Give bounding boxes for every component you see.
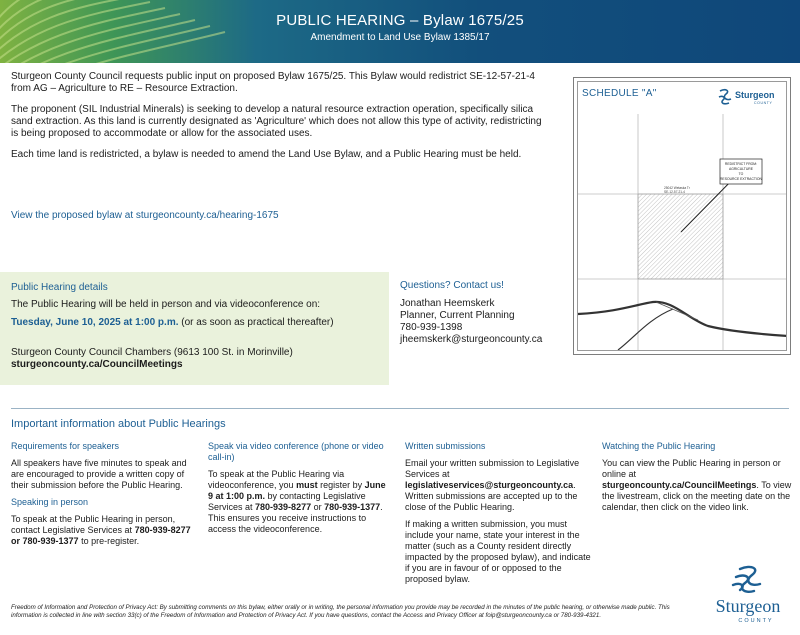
watching-t2: . To view the livestream, click on the meeting date on the calendar, then click on the video link. xyxy=(602,480,792,512)
hearing-heading: Public Hearing details xyxy=(11,282,108,293)
in-person-or: or xyxy=(11,536,23,546)
header-banner xyxy=(0,0,800,63)
video-t3: by contacting Legislative Services at xyxy=(208,491,366,512)
hearing-format: The Public Hearing will be held in person and via videoconference on: xyxy=(11,299,321,310)
bottom-logo-word: Sturgeon xyxy=(715,596,781,616)
intro-section xyxy=(11,71,551,170)
parcel-label-2: SE-12-57-21-4 xyxy=(664,190,685,194)
schedule-logo-word: Sturgeon xyxy=(735,90,775,100)
callout-line-3: TO xyxy=(738,172,744,176)
video-must: must xyxy=(296,480,318,490)
video-phone-1[interactable]: 780-939-8277 xyxy=(255,502,312,512)
speakers-text: All speakers have five minutes to speak and are encouraged to provide a written copy of their submission before the Public Hearing. xyxy=(11,458,187,490)
video-t1: To speak at the Public Hearing via videoconference, you xyxy=(208,469,345,490)
video-t2: register by xyxy=(317,480,365,490)
in-person-phone-1[interactable]: 780-939-8277 xyxy=(134,525,191,535)
contact-role: Planner, Current Planning xyxy=(400,310,515,321)
video-column xyxy=(208,441,388,541)
hearing-date-suffix: (or as soon as practical thereafter) xyxy=(178,317,334,328)
callout-line-2: AGRICULTURE xyxy=(728,167,754,171)
bottom-logo-sub: COUNTY xyxy=(738,618,774,624)
hearing-date: Tuesday, June 10, 2025 at 1:00 p.m. xyxy=(11,317,179,328)
intro-paragraph-2: The proponent (SIL Industrial Minerals) is seeking to develop a natural resource extraction operation, specifically silica sand extraction. As this land is currently designated as 'Agriculture' which does not allow this type of activity, redistricting is being proposed to accommodate or allow for the associated uses. xyxy=(11,104,542,139)
written-email[interactable]: legislativeservices@sturgeoncounty.ca xyxy=(405,480,574,490)
contact-email[interactable]: jheemskerk@sturgeoncounty.ca xyxy=(400,334,543,345)
contact-name: Jonathan Heemskerk xyxy=(400,298,495,309)
important-info-title: Important information about Public Hearings xyxy=(11,418,226,430)
written-t2: . Written submissions are accepted up to the close of the Public Hearing. xyxy=(405,480,578,512)
video-deadline: June 9 at 1:00 p.m. xyxy=(208,480,386,501)
schedule-logo-sub: COUNTY xyxy=(754,101,773,105)
in-person-text-end: to pre-register. xyxy=(78,536,140,546)
parcel-label-1: 25042 Wetaska Tr xyxy=(664,186,690,190)
intro-paragraph-1: Sturgeon County Council requests public input on proposed Bylaw 1675/25. This Bylaw would redistrict SE-12-57-21-4 from AG – Agriculture to RE – Resource Extraction. xyxy=(11,71,535,94)
callout-line-4: RESOURCE EXTRACTION xyxy=(719,177,763,181)
video-t4: . This ensures you receive instructions to access the videoconference. xyxy=(208,502,383,534)
foip-notice: Freedom of Information and Protection of Privacy Act: By submitting comments on this bylaw, either orally or in writing, the personal information you provide may be recorded in the minutes of the public hearing, or otherwise made public. This information is collected in line with section 33(c) of the Freedom of Information and Protection of Privacy Act. If you have questions, contact the Access and Privacy Officer at foip@sturgeoncounty.ca or 780-939-4321. xyxy=(11,604,670,619)
page-title: PUBLIC HEARING – Bylaw 1675/25 xyxy=(276,12,524,29)
schedule-logo xyxy=(718,88,780,111)
in-person-text xyxy=(11,514,201,547)
hearing-date-line xyxy=(11,316,381,329)
in-person-phone-2[interactable]: 780-939-1377 xyxy=(22,536,79,546)
section-divider xyxy=(11,408,789,409)
subject-parcel xyxy=(638,194,723,279)
in-person-text-start: To speak at the Public Hearing in person, contact Legislative Services at xyxy=(11,514,176,535)
watching-t1: You can view the Public Hearing in person or online at xyxy=(602,458,781,479)
speakers-column xyxy=(11,441,201,553)
intro-paragraph-3: Each time land is redistricted, a bylaw is needed to amend the Land Use Bylaw, and a Public Hearing must be held. xyxy=(11,149,522,160)
contact-heading: Questions? Contact us! xyxy=(400,280,504,291)
page-subtitle: Amendment to Land Use Bylaw 1385/17 xyxy=(310,32,490,43)
callout-line-1: REDISTRICT FROM: xyxy=(724,162,758,166)
contact-phone[interactable]: 780-939-1398 xyxy=(400,322,463,333)
parcel-map xyxy=(578,114,787,351)
public-hearing-details-panel xyxy=(0,272,389,385)
sturgeon-logo-icon xyxy=(718,88,780,106)
written-column xyxy=(405,441,595,591)
sturgeon-county-logo xyxy=(704,563,794,632)
schedule-a-map xyxy=(573,77,791,355)
written-requirements: If making a written submission, you must include your name, state your interest in the matter (such as a County resident directly impacted by the proposed bylaw), and indicate if you are in favour of or opposed to the proposed bylaw. xyxy=(405,519,591,584)
schedule-frame xyxy=(577,81,787,351)
watching-heading: Watching the Public Hearing xyxy=(602,441,716,451)
hearing-location: Sturgeon County Council Chambers (9613 100 St. in Morinville) xyxy=(11,347,293,358)
watching-text xyxy=(602,458,792,513)
video-phone-2[interactable]: 780-939-1377 xyxy=(324,502,381,512)
in-person-heading: Speaking in person xyxy=(11,497,89,507)
written-t1: Email your written submission to Legislative Services at xyxy=(405,458,580,479)
council-meetings-link[interactable]: sturgeoncounty.ca/CouncilMeetings xyxy=(11,359,183,370)
watching-column xyxy=(602,441,792,519)
sturgeon-s-logo-icon xyxy=(704,563,794,627)
written-heading: Written submissions xyxy=(405,441,486,451)
speakers-heading: Requirements for speakers xyxy=(11,441,120,451)
watching-url[interactable]: sturgeoncounty.ca/CouncilMeetings xyxy=(602,480,757,490)
proposed-bylaw-link[interactable]: View the proposed bylaw at sturgeoncounty.ca/hearing-1675 xyxy=(11,210,279,221)
contact-section xyxy=(400,280,542,346)
video-heading: Speak via video conference (phone or video call-in) xyxy=(208,441,384,462)
video-text xyxy=(208,469,388,535)
video-or: or xyxy=(311,502,325,512)
written-text xyxy=(405,458,595,513)
schedule-title: SCHEDULE "A" xyxy=(582,88,657,99)
